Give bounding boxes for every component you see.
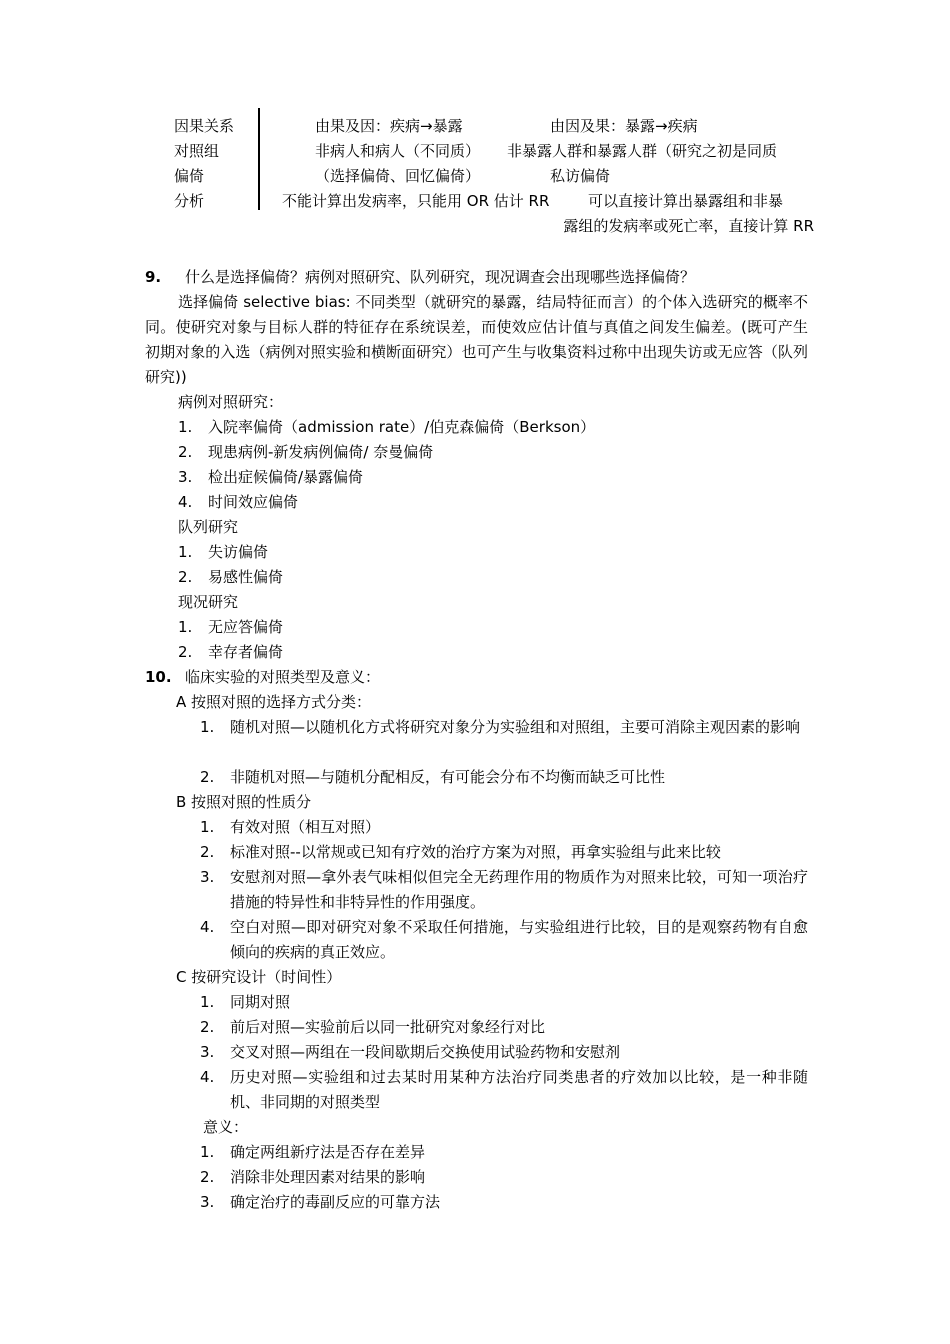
row-label: 分析 [174,192,205,210]
table-row [174,189,814,214]
table-row [174,164,814,189]
list-item: 1. 有效对照（相互对照） [200,818,381,836]
list-item: 1. 失访偏倚 [178,543,269,561]
comparison-table [174,114,814,239]
case-control-cell: （选择偏倚、回忆偏倚） [315,167,481,185]
row-label: 因果关系 [174,117,235,135]
case-control-title: 病例对照研究： [178,393,284,411]
selection-bias-paragraph [145,290,808,390]
meaning-title: 意义： [203,1118,249,1136]
survey-title: 现况研究 [178,593,239,611]
list-item: 3. 检出症候偏倚/暴露偏倚 [178,468,364,486]
list-item: 2. 现患病例-新发病例偏倚/ 奈曼偏倚 [178,443,434,461]
question-10-heading [145,665,380,690]
list-item: 2. 幸存者偏倚 [178,643,284,661]
question-9-heading [145,265,695,290]
list-item: 3. 交叉对照—两组在一段间歇期后交换使用试验药物和安慰剂 [200,1043,621,1061]
list-item: 2. 前后对照—实验前后以同一批研究对象经行对比 [200,1018,546,1036]
cohort-title: 队列研究 [178,518,239,536]
list-item: 3. 安慰剂对照—拿外表气味相似但完全无药理作用的物质作为对照来比较，可知一项治疗措施的特异性和非特异性的作用强度。 [200,868,808,911]
cohort-cell: 由因及果：暴露→疾病 [550,117,698,135]
cohort-cell: 可以直接计算出暴露组和非暴 [588,192,784,210]
question-number: 10. [145,668,172,686]
paragraph-text: 选择偏倚 selective bias: 不同类型（就研究的暴露，结局特征而言）的个体入选研究的概率不同。使研究对象与目标人群的特征存在系统误差，而使效应估计值与真值之间发生偏差。(既可产生初期对象的入选（病例对照实验和横断面研究）也可产生与收集资料过称中出现失访或无应答（队列研究)) [145,293,808,386]
question-title: 临床实验的对照类型及意义： [185,668,381,686]
list-item: 4. 历史对照—实验组和过去某时用某种方法治疗同类患者的疗效加以比较，是一种非随机、非同期的对照类型 [200,1068,808,1111]
list-item: 4. 空白对照—即对研究对象不采取任何措施，与实验组进行比较，目的是观察药物有自愈倾向的疾病的真正效应。 [200,918,808,961]
list-item: 2. 标准对照--以常规或已知有疗效的治疗方案为对照，再拿实验组与此来比较 [200,843,721,861]
question-title: 什么是选择偏倚？病例对照研究、队列研究，现况调查会出现哪些选择偏倚？ [185,268,696,286]
list-item: 3. 确定治疗的毒副反应的可靠方法 [200,1193,441,1211]
list-item: 1. 入院率偏倚（admission rate）/伯克森偏倚（Berkson） [178,418,596,436]
section-b-title: B 按照对照的性质分 [176,793,312,811]
question-number: 9. [145,268,162,286]
list-item: 1. 同期对照 [200,993,291,1011]
list-item: 1. 确定两组新疗法是否存在差异 [200,1143,426,1161]
list-item: 2. 非随机对照—与随机分配相反，有可能会分布不均衡而缺乏可比性 [200,768,666,786]
list-item: 1. 随机对照—以随机化方式将研究对象分为实验组和对照组，主要可消除主观因素的影响 [200,718,801,736]
case-control-cell: 由果及因：疾病→暴露 [315,117,463,135]
cohort-cell: 私访偏倚 [550,167,611,185]
section-c-title: C 按研究设计（时间性） [176,968,342,986]
list-item: 2. 消除非处理因素对结果的影响 [200,1168,426,1186]
case-control-cell: 不能计算出发病率，只能用 OR 估计 RR [282,192,550,210]
row-label: 偏倚 [174,167,205,185]
list-item: 4. 时间效应偏倚 [178,493,299,511]
list-item: 2. 易感性偏倚 [178,568,284,586]
table-continuation: 露组的发病率或死亡率，直接计算 RR [563,217,814,235]
list-item: 1. 无应答偏倚 [178,618,284,636]
case-control-cell: 非病人和病人（不同质） [315,142,481,160]
row-label: 对照组 [174,142,220,160]
table-row [174,114,814,139]
section-a-title: A 按照对照的选择方式分类： [176,693,372,711]
cohort-cell: 非暴露人群和暴露人群（研究之初是同质 [507,142,778,160]
table-row [174,139,814,164]
